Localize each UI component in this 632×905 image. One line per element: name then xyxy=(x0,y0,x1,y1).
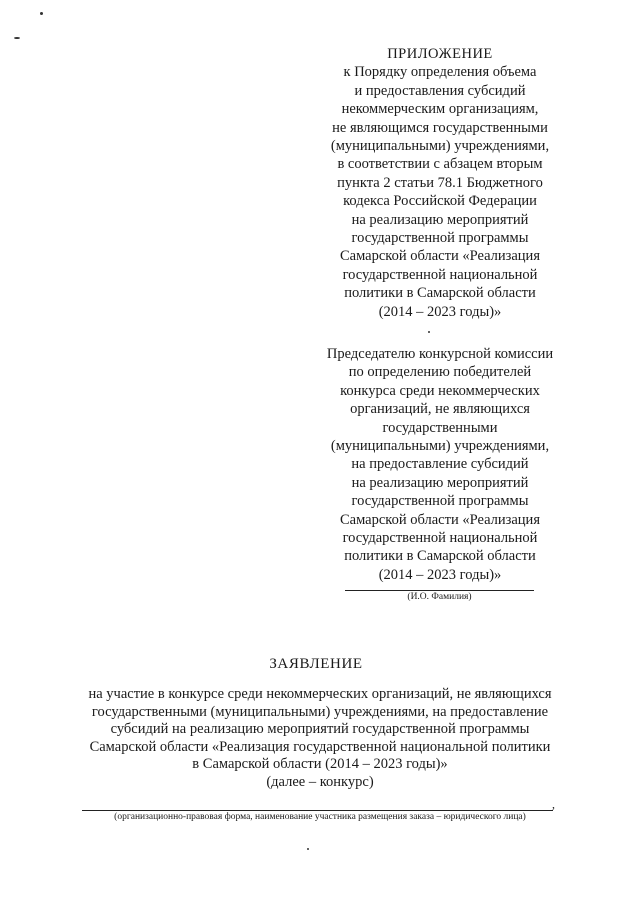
appendix-line: и предоставления субсидий xyxy=(354,82,526,99)
appendix-line: государственной национальной xyxy=(342,266,538,283)
addressee-line: государственной программы xyxy=(351,493,529,510)
addressee-block xyxy=(302,345,578,584)
appendix-title: ПРИЛОЖЕНИЕ xyxy=(387,46,493,62)
scan-speck xyxy=(428,331,430,333)
statement-line: Самарской области «Реализация государственной национальной политики xyxy=(89,738,551,755)
addressee-line: (муниципальными) учреждениями, xyxy=(330,438,550,455)
appendix-line: государственной программы xyxy=(351,230,529,247)
appendix-line: не являющимся государственными xyxy=(332,119,548,136)
appendix-line: (муниципальными) учреждениями, xyxy=(330,138,550,155)
signature-caption: (И.О. Фамилия) xyxy=(407,592,472,602)
scan-speck xyxy=(307,848,309,850)
addressee-line: государственными xyxy=(382,419,498,436)
appendix-line: некоммерческим организациям, xyxy=(341,101,539,118)
organization-fill-line xyxy=(82,810,553,811)
signature-line xyxy=(345,590,534,591)
appendix-line: на реализацию мероприятий xyxy=(351,211,529,228)
addressee-line: конкурса среди некоммерческих xyxy=(340,382,540,399)
appendix-line: пункта 2 статьи 78.1 Бюджетного xyxy=(337,174,543,191)
statement-line: (далее – конкурс) xyxy=(266,773,374,790)
statement-line: государственными (муниципальными) учреждениями, на предоставление xyxy=(91,703,549,720)
addressee-line: по определению победителей xyxy=(348,364,532,381)
statement-line: субсидий на реализацию мероприятий государственной программы xyxy=(110,721,530,738)
organization-line-comma: , xyxy=(552,797,555,811)
addressee-line: на предоставление субсидий xyxy=(351,456,529,473)
appendix-block xyxy=(302,45,578,321)
addressee-line: (2014 – 2023 годы)» xyxy=(378,566,502,583)
appendix-line: (2014 – 2023 годы)» xyxy=(378,303,502,320)
organization-caption: (организационно-правовая форма, наименование участника размещения заказа – юридического лица) xyxy=(114,812,526,822)
scan-speck xyxy=(14,37,20,39)
scan-speck xyxy=(40,12,43,15)
appendix-line: к Порядку определения объема xyxy=(343,64,537,81)
statement-title: ЗАЯВЛЕНИЕ xyxy=(269,656,363,672)
addressee-line: организаций, не являющихся xyxy=(350,401,530,418)
appendix-line: в соответствии с абзацем вторым xyxy=(337,156,543,173)
appendix-line: кодекса Российской Федерации xyxy=(343,193,537,210)
statement-line: на участие в конкурсе среди некоммерческих организаций, не являющихся xyxy=(88,686,552,702)
addressee-line: Самарской области «Реализация xyxy=(340,511,540,528)
addressee-line: политики в Самарской области xyxy=(344,548,536,565)
statement-body xyxy=(60,686,580,792)
addressee-line: на реализацию мероприятий xyxy=(351,474,529,491)
statement-line: в Самарской области (2014 – 2023 годы)» xyxy=(192,756,448,773)
addressee-line: государственной национальной xyxy=(342,530,538,547)
appendix-line: Самарской области «Реализация xyxy=(340,248,540,265)
addressee-line: Председателю конкурсной комиссии xyxy=(326,346,554,362)
appendix-line: политики в Самарской области xyxy=(344,285,536,302)
